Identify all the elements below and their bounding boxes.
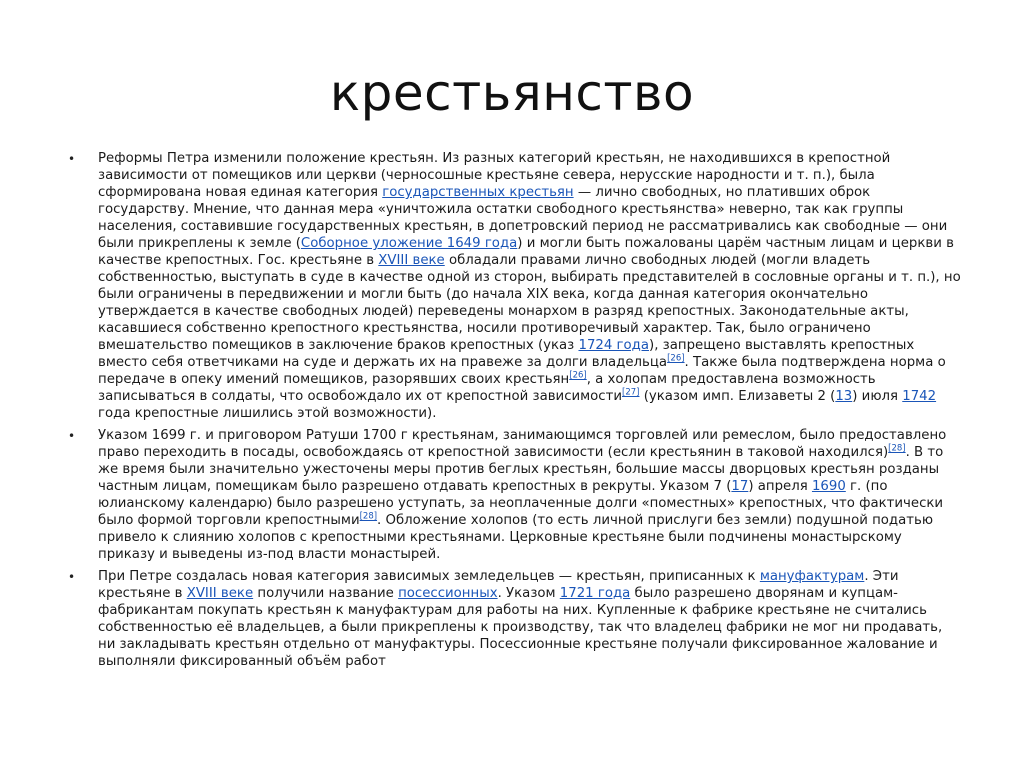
footnote-ref (360, 512, 377, 522)
text-link[interactable]: 1724 года (578, 338, 650, 353)
text-run: года крепостные лишились этой возможности). (98, 406, 437, 421)
text-run: Указом 1699 г. и приговором Ратуши 1700 г крестьянам, занимающимся торговлей или ремеслом, было предоставлено право переходить в посады, освобождаясь от крепостной зависимости (если крестьянин в таковой находился) (98, 428, 947, 460)
text-run: ) июля (852, 389, 903, 404)
text-link[interactable]: посессионных (398, 586, 498, 601)
text-run: ) и могли быть пожалованы царём частным лицам и церкви в качестве крепостных. Гос. крестьяне в (98, 236, 954, 268)
text-link[interactable]: Соборное уложение 1649 года (300, 236, 518, 251)
text-run: ) апреля (748, 479, 812, 494)
bullet-paragraph (68, 150, 962, 422)
text-link[interactable]: 1742 (902, 389, 937, 404)
bullet-dot: • (68, 429, 76, 443)
text-run: ), запрещено выставлять крепостных вместо себя ответчиками на суде и держать их на правеже за долги владельца (98, 338, 915, 370)
bullet-dot: • (68, 152, 76, 166)
text-run: , а холопам предоставлена возможность записываться в солдаты, что освобождало их от крепостной зависимости (98, 372, 876, 404)
slide-title: крестьянство (329, 64, 695, 122)
text-run: г. (по юлианскому календарю) было разрешено уступать, за неоплаченные долги «поместных» крепостных, что фактически было формой торговли крепостными (98, 479, 944, 528)
footnote-ref (667, 354, 684, 364)
footnote-link[interactable]: [27] (622, 387, 640, 398)
text-link[interactable]: XVIII веке (378, 253, 445, 268)
text-run: (указом имп. Елизаветы 2 ( (639, 389, 836, 404)
footnote-ref (569, 371, 586, 381)
text-run: получили название (253, 586, 399, 601)
text-run: — лично свободных, но плативших оброк государству. Мнение, что данная мера «уничтожила остатки свободного крестьянства» неверно, так как группы населения, составившие государственных крестьян, в допетровский период не рассматривались как свободные — они были прикреплены к земле ( (98, 185, 948, 251)
text-link[interactable]: 1721 года (559, 586, 631, 601)
bullet-list (68, 150, 962, 675)
text-run: . Эти крестьяне в (98, 569, 899, 601)
text-run: . Обложение холопов (то есть личной прислуги без земли) подушной податью привело к слиянию холопов с крепостными крестьянами. Церковные крестьяне были подчинены монастырскому приказу и выведены из-под власти монастырей. (98, 513, 934, 562)
bullet-paragraph (68, 568, 962, 670)
footnote-link[interactable]: [26] (569, 370, 587, 381)
footnote-ref (622, 388, 639, 398)
text-run: . Также была подтверждена норма о передаче в опеку имений помещиков, разорявших своих крестьян (98, 355, 946, 387)
bullet-paragraph (68, 427, 962, 563)
text-link[interactable]: XVIII веке (186, 586, 254, 601)
text-link[interactable]: 1690 (811, 479, 846, 494)
footnote-link[interactable]: [28] (359, 511, 378, 522)
bullet-dot: • (68, 570, 76, 584)
text-link[interactable]: государственных крестьян (382, 185, 574, 200)
text-run: . В то же время были значительно ужесточены меры против беглых крестьян, большие массы дворцовых крестьян розданы частным лицам, помещикам было разрешено отдавать крепостных в рекруты. Указом 7 ( (98, 445, 944, 494)
footnote-link[interactable]: [26] (667, 353, 685, 364)
text-run: При Петре создалась новая категория зависимых земледельцев — крестьян, приписанных к (98, 569, 760, 584)
text-run: . Указом (497, 586, 560, 601)
text-link[interactable]: 17 (731, 479, 749, 494)
footnote-ref (888, 444, 905, 454)
text-run: обладали правами лично свободных людей (могли владеть собственностью, выступать в суде в качестве одной из сторон, выбирать представителей в сословные органы и т. п.), но были ограничены в передвижении и могли быть (до начала XIX века, когда данная категория окончательно утверждается в качестве свободных людей) переведены монархом в разряд крепостных. Законодательные акты, касавшиеся собственно крепостного крестьянства, носили противоречивый характер. Так, было ограничено вмешательство помещиков в заключение браков крепостных (указ (98, 253, 961, 353)
text-link[interactable]: мануфактурам (759, 569, 865, 584)
text-run: было разрешено дворянам и купцам-фабрикантам покупать крестьян к мануфактурам для работы на них. Купленные к фабрике крестьяне не считались собственностью её владельцев, а были прикреплены к производству, так что владелец фабрики не мог ни продавать, ни закладывать крестьян отдельно от мануфактуры. Посессионные крестьяне получали фиксированное жалование и выполняли фиксированный объём работ (98, 586, 943, 669)
text-link[interactable]: 13 (835, 389, 853, 404)
footnote-link[interactable]: [28] (888, 443, 906, 454)
text-run: Реформы Петра изменили положение крестьян. Из разных категорий крестьян, не находившихся в крепостной зависимости от помещиков или церкви (черносошные крестьяне севера, нерусские народности и т. п.), была сформирована новая единая категория (98, 151, 891, 200)
